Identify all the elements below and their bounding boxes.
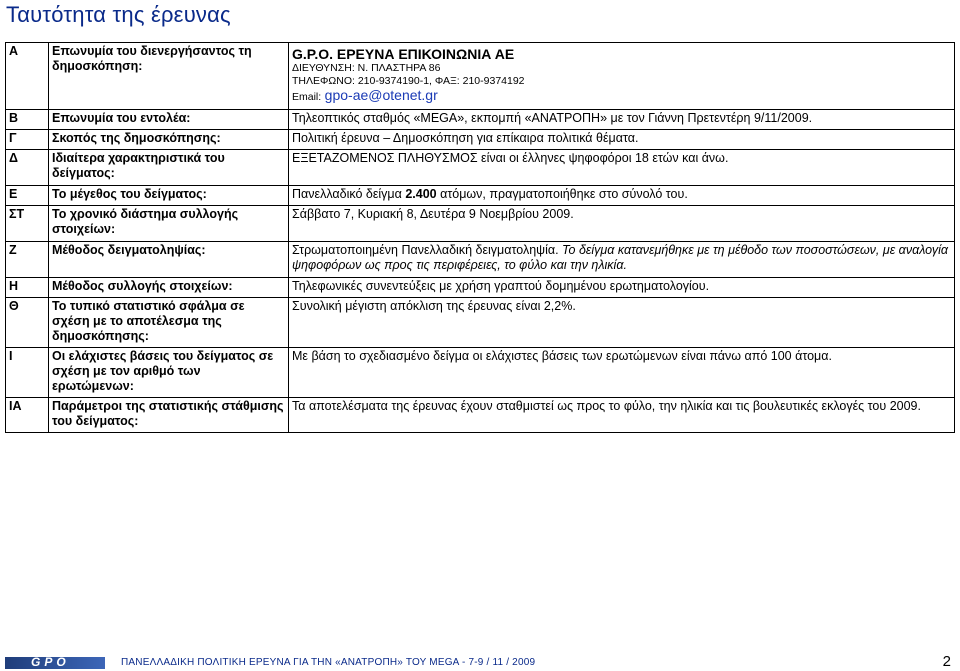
row-code: ΙΑ [6, 398, 49, 433]
row-label: Επωνυμία του εντολέα: [49, 110, 289, 130]
row-code: Α [6, 43, 49, 110]
table-row [6, 398, 955, 433]
email-label: Email: [292, 91, 322, 103]
table-row [6, 348, 955, 398]
table-row [6, 298, 955, 348]
row-label: Το μέγεθος του δείγματος: [49, 186, 289, 206]
row-value: Με βάση το σχεδιασμένο δείγμα οι ελάχιστες βάσεις των ερωτώμενων είναι πάνω από 100 άτομα. [289, 348, 955, 398]
footer-text: ΠΑΝΕΛΛΑΔΙΚΗ ΠΟΛΙΤΙΚΗ ΕΡΕΥΝΑ ΓΙΑ ΤΗΝ «ΑΝΑΤΡΟΠΗ» ΤΟΥ MEGA - 7-9 / 11 / 2009 [121, 657, 536, 668]
row-label: Μέθοδος δειγματοληψίας: [49, 242, 289, 278]
row-value: Τηλεφωνικές συνεντεύξεις με χρήση γραπτού δομημένου ερωτηματολογίου. [289, 278, 955, 298]
page-footer [5, 653, 955, 670]
table-row [6, 242, 955, 278]
sampling-note: Το δείγμα κατανεμήθηκε με τη μέθοδο των ποσοστώσεων, με αναλογία ψηφοφόρων ως προς τις περιφέρειες, το φύλο και την ηλικία. [292, 243, 949, 272]
table-row [6, 110, 955, 130]
row-value [289, 242, 955, 278]
table-row [6, 150, 955, 186]
sample-size-suffix: ατόμων, πραγματοποιήθηκε στο σύνολό του. [436, 187, 688, 201]
row-label: Επωνυμία του διενεργήσαντος τη δημοσκόπηση: [49, 43, 289, 110]
row-label: Το χρονικό διάστημα συλλογής στοιχείων: [49, 206, 289, 242]
sample-size-number: 2.400 [405, 187, 437, 201]
row-label: Παράμετροι της στατιστικής στάθμισης του δείγματος: [49, 398, 289, 433]
page-title: Ταυτότητα της έρευνας [6, 2, 231, 27]
row-value: Συνολική μέγιστη απόκλιση της έρευνας είναι 2,2%. [289, 298, 955, 348]
row-code: Ε [6, 186, 49, 206]
row-value [289, 186, 955, 206]
row-code: Η [6, 278, 49, 298]
row-value: Σάββατο 7, Κυριακή 8, Δευτέρα 9 Νοεμβρίου 2009. [289, 206, 955, 242]
row-value [289, 43, 955, 110]
table-row [6, 278, 955, 298]
row-label: Οι ελάχιστες βάσεις του δείγματος σε σχέση με τον αριθμό των ερωτώμενων: [49, 348, 289, 398]
row-code: Γ [6, 130, 49, 150]
table-row [6, 130, 955, 150]
table-row [6, 43, 955, 110]
survey-identity-table [5, 42, 955, 433]
row-code: ΣΤ [6, 206, 49, 242]
row-value: ΕΞΕΤΑΖΟΜΕΝΟΣ ΠΛΗΘΥΣΜΟΣ είναι οι έλληνες ψηφοφόροι 18 ετών και άνω. [289, 150, 955, 186]
row-code: Δ [6, 150, 49, 186]
row-label: Μέθοδος συλλογής στοιχείων: [49, 278, 289, 298]
row-value: Πολιτική έρευνα – Δημοσκόπηση για επίκαιρα πολιτικά θέματα. [289, 130, 955, 150]
email-link[interactable]: gpo-ae@otenet.gr [324, 87, 438, 103]
firm-name: G.P.O. ΕΡΕΥΝΑ ΕΠΙΚΟΙΝΩΝΙΑ ΑΕ [292, 46, 515, 62]
firm-address: ΔΙΕΥΘΥΝΣΗ: Ν. ΠΛΑΣΤΗΡΑ 86 [292, 62, 441, 74]
row-code: Β [6, 110, 49, 130]
row-label: Το τυπικό στατιστικό σφάλμα σε σχέση με το αποτέλεσμα της δημοσκόπησης: [49, 298, 289, 348]
firm-phone: ΤΗΛΕΦΩΝΟ: 210-9374190-1, ΦΑΞ: 210-9374192 [292, 75, 525, 87]
sampling-method: Στρωματοποιημένη Πανελλαδική δειγματοληψία. [292, 243, 559, 257]
gpo-logo: GPO [31, 655, 70, 669]
row-code: Ι [6, 348, 49, 398]
row-value: Τηλεοπτικός σταθμός «MEGA», εκπομπή «ΑΝΑΤΡΟΠΗ» με τον Γιάννη Πρετεντέρη 9/11/2009. [289, 110, 955, 130]
row-value: Τα αποτελέσματα της έρευνας έχουν σταθμιστεί ως προς το φύλο, την ηλικία και τις βουλευτικές εκλογές του 2009. [289, 398, 955, 433]
table-row [6, 186, 955, 206]
row-code: Θ [6, 298, 49, 348]
table-row [6, 206, 955, 242]
row-code: Ζ [6, 242, 49, 278]
page-number: 2 [942, 653, 951, 670]
row-label: Ιδιαίτερα χαρακτηριστικά του δείγματος: [49, 150, 289, 186]
row-label: Σκοπός της δημοσκόπησης: [49, 130, 289, 150]
sample-size-prefix: Πανελλαδικό δείγμα [292, 187, 406, 201]
